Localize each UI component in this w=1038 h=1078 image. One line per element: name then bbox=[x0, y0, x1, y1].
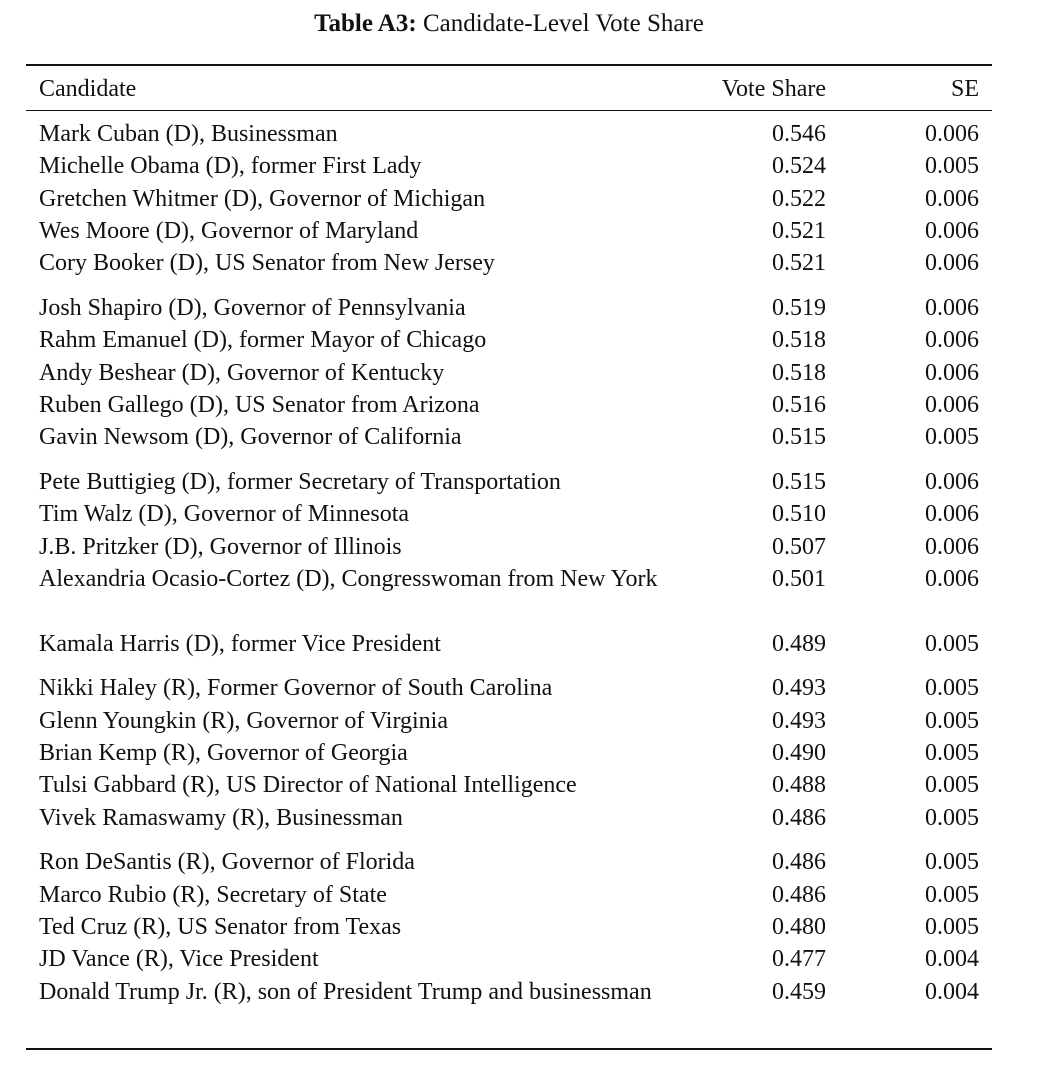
table-row bbox=[0, 183, 1038, 215]
header-rule bbox=[26, 110, 992, 111]
se-cell: 0.006 bbox=[925, 295, 979, 321]
vote-share-cell: 0.488 bbox=[772, 772, 826, 799]
vote-share-cell: 0.518 bbox=[772, 359, 826, 386]
se-cell: 0.005 bbox=[925, 153, 979, 180]
table-row bbox=[0, 247, 1038, 279]
bottom-rule bbox=[26, 1048, 992, 1050]
candidate-cell: Ted Cruz (R), US Senator from Texas bbox=[39, 913, 402, 940]
se-cell: 0.006 bbox=[925, 121, 979, 147]
table-row bbox=[0, 846, 1038, 878]
candidate-cell: Gavin Newsom (D), Governor of California bbox=[39, 424, 462, 451]
table-row bbox=[0, 672, 1038, 704]
candidate-cell: J.B. Pritzker (D), Governor of Illinois bbox=[39, 533, 402, 560]
vote-share-cell: 0.522 bbox=[772, 185, 826, 212]
table-row bbox=[0, 466, 1038, 498]
table-row bbox=[0, 292, 1038, 324]
se-cell: 0.005 bbox=[925, 707, 979, 734]
se-cell: 0.004 bbox=[925, 978, 979, 1005]
se-cell: 0.006 bbox=[925, 391, 979, 418]
se-cell: 0.005 bbox=[925, 881, 979, 908]
se-cell: 0.006 bbox=[925, 501, 979, 528]
header-se: SE bbox=[950, 76, 979, 102]
candidate-cell: Mark Cuban (D), Businessman bbox=[39, 121, 338, 147]
candidate-cell: JD Vance (R), Vice President bbox=[39, 946, 319, 973]
vote-share-cell: 0.521 bbox=[772, 250, 826, 277]
se-cell: 0.005 bbox=[925, 913, 979, 940]
header-candidate: Candidate bbox=[39, 76, 137, 102]
candidate-cell: Glenn Youngkin (R), Governor of Virginia bbox=[39, 707, 448, 734]
vote-share-cell: 0.486 bbox=[772, 804, 826, 831]
se-cell: 0.006 bbox=[925, 217, 979, 244]
table-row bbox=[0, 943, 1038, 975]
candidate-cell: Rahm Emanuel (D), former Mayor of Chicago bbox=[39, 327, 487, 354]
candidate-cell: Alexandria Ocasio-Cortez (D), Congresswoman from New York bbox=[39, 565, 658, 592]
table-row bbox=[0, 150, 1038, 182]
candidate-cell: Wes Moore (D), Governor of Maryland bbox=[39, 217, 419, 244]
se-cell: 0.006 bbox=[925, 185, 979, 212]
vote-share-cell: 0.519 bbox=[772, 295, 826, 321]
table-row bbox=[0, 498, 1038, 530]
vote-share-cell: 0.507 bbox=[772, 533, 826, 560]
top-rule bbox=[26, 64, 992, 66]
se-cell: 0.005 bbox=[925, 772, 979, 799]
candidate-cell: Ron DeSantis (R), Governor of Florida bbox=[39, 849, 415, 876]
candidate-cell: Brian Kemp (R), Governor of Georgia bbox=[39, 739, 408, 766]
vote-share-cell: 0.493 bbox=[772, 707, 826, 734]
se-cell: 0.005 bbox=[925, 424, 979, 451]
candidate-cell: Pete Buttigieg (D), former Secretary of Transportation bbox=[39, 469, 561, 495]
se-cell: 0.005 bbox=[925, 804, 979, 831]
vote-share-cell: 0.515 bbox=[772, 424, 826, 451]
table-row bbox=[0, 705, 1038, 737]
table-row bbox=[0, 389, 1038, 421]
vote-share-cell: 0.518 bbox=[772, 327, 826, 354]
table-row bbox=[0, 879, 1038, 911]
vote-share-cell: 0.515 bbox=[772, 469, 826, 495]
header-vote-share: Vote Share bbox=[721, 76, 826, 102]
candidate-cell: Vivek Ramaswamy (R), Businessman bbox=[39, 804, 403, 831]
table-row bbox=[0, 531, 1038, 563]
candidate-cell: Andy Beshear (D), Governor of Kentucky bbox=[39, 359, 445, 386]
se-cell: 0.006 bbox=[925, 533, 979, 560]
table-row bbox=[0, 769, 1038, 801]
table-row bbox=[0, 215, 1038, 247]
candidate-cell: Tulsi Gabbard (R), US Director of National Intelligence bbox=[39, 772, 577, 799]
se-cell: 0.006 bbox=[925, 327, 979, 354]
table-row bbox=[0, 324, 1038, 356]
table-row bbox=[0, 737, 1038, 769]
candidate-cell: Nikki Haley (R), Former Governor of South Carolina bbox=[39, 675, 553, 702]
table-row bbox=[0, 802, 1038, 834]
se-cell: 0.004 bbox=[925, 946, 979, 973]
se-cell: 0.006 bbox=[925, 469, 979, 495]
vote-share-cell: 0.501 bbox=[772, 565, 826, 592]
se-cell: 0.005 bbox=[925, 849, 979, 876]
table-row bbox=[0, 118, 1038, 150]
table-row bbox=[0, 563, 1038, 628]
se-cell: 0.006 bbox=[925, 359, 979, 386]
se-cell: 0.005 bbox=[925, 739, 979, 766]
vote-share-cell: 0.493 bbox=[772, 675, 826, 702]
candidate-cell: Tim Walz (D), Governor of Minnesota bbox=[39, 501, 410, 528]
candidate-cell: Gretchen Whitmer (D), Governor of Michigan bbox=[39, 185, 486, 212]
vote-share-cell: 0.490 bbox=[772, 739, 826, 766]
vote-share-cell: 0.521 bbox=[772, 217, 826, 244]
table-label: Table A3: bbox=[314, 10, 417, 37]
table-row bbox=[0, 976, 1038, 1041]
vote-share-cell: 0.489 bbox=[772, 630, 826, 657]
se-cell: 0.005 bbox=[925, 675, 979, 702]
se-cell: 0.006 bbox=[925, 250, 979, 277]
se-cell: 0.006 bbox=[925, 565, 979, 592]
se-cell: 0.005 bbox=[925, 630, 979, 657]
candidate-cell: Marco Rubio (R), Secretary of State bbox=[39, 881, 387, 908]
vote-share-cell: 0.480 bbox=[772, 913, 826, 940]
candidate-cell: Ruben Gallego (D), US Senator from Arizona bbox=[39, 391, 480, 418]
table-row bbox=[0, 628, 1038, 660]
candidate-cell: Cory Booker (D), US Senator from New Jersey bbox=[39, 250, 495, 277]
table-row bbox=[0, 357, 1038, 389]
table-header bbox=[0, 73, 1038, 105]
vote-share-cell: 0.477 bbox=[772, 946, 826, 973]
candidate-cell: Josh Shapiro (D), Governor of Pennsylvania bbox=[39, 295, 466, 321]
vote-share-cell: 0.516 bbox=[772, 391, 826, 418]
candidate-cell: Donald Trump Jr. (R), son of President Trump and businessman bbox=[39, 978, 652, 1005]
vote-share-cell: 0.524 bbox=[772, 153, 826, 180]
table-caption bbox=[0, 9, 1018, 39]
table-title: Candidate-Level Vote Share bbox=[422, 10, 704, 37]
vote-share-cell: 0.510 bbox=[772, 501, 826, 528]
vote-share-cell: 0.486 bbox=[772, 881, 826, 908]
vote-share-cell: 0.546 bbox=[772, 121, 826, 147]
table-row bbox=[0, 421, 1038, 453]
candidate-cell: Michelle Obama (D), former First Lady bbox=[39, 153, 422, 180]
candidate-cell: Kamala Harris (D), former Vice President bbox=[39, 630, 441, 657]
vote-share-cell: 0.486 bbox=[772, 849, 826, 876]
vote-share-cell: 0.459 bbox=[772, 978, 826, 1005]
table-row bbox=[0, 911, 1038, 943]
